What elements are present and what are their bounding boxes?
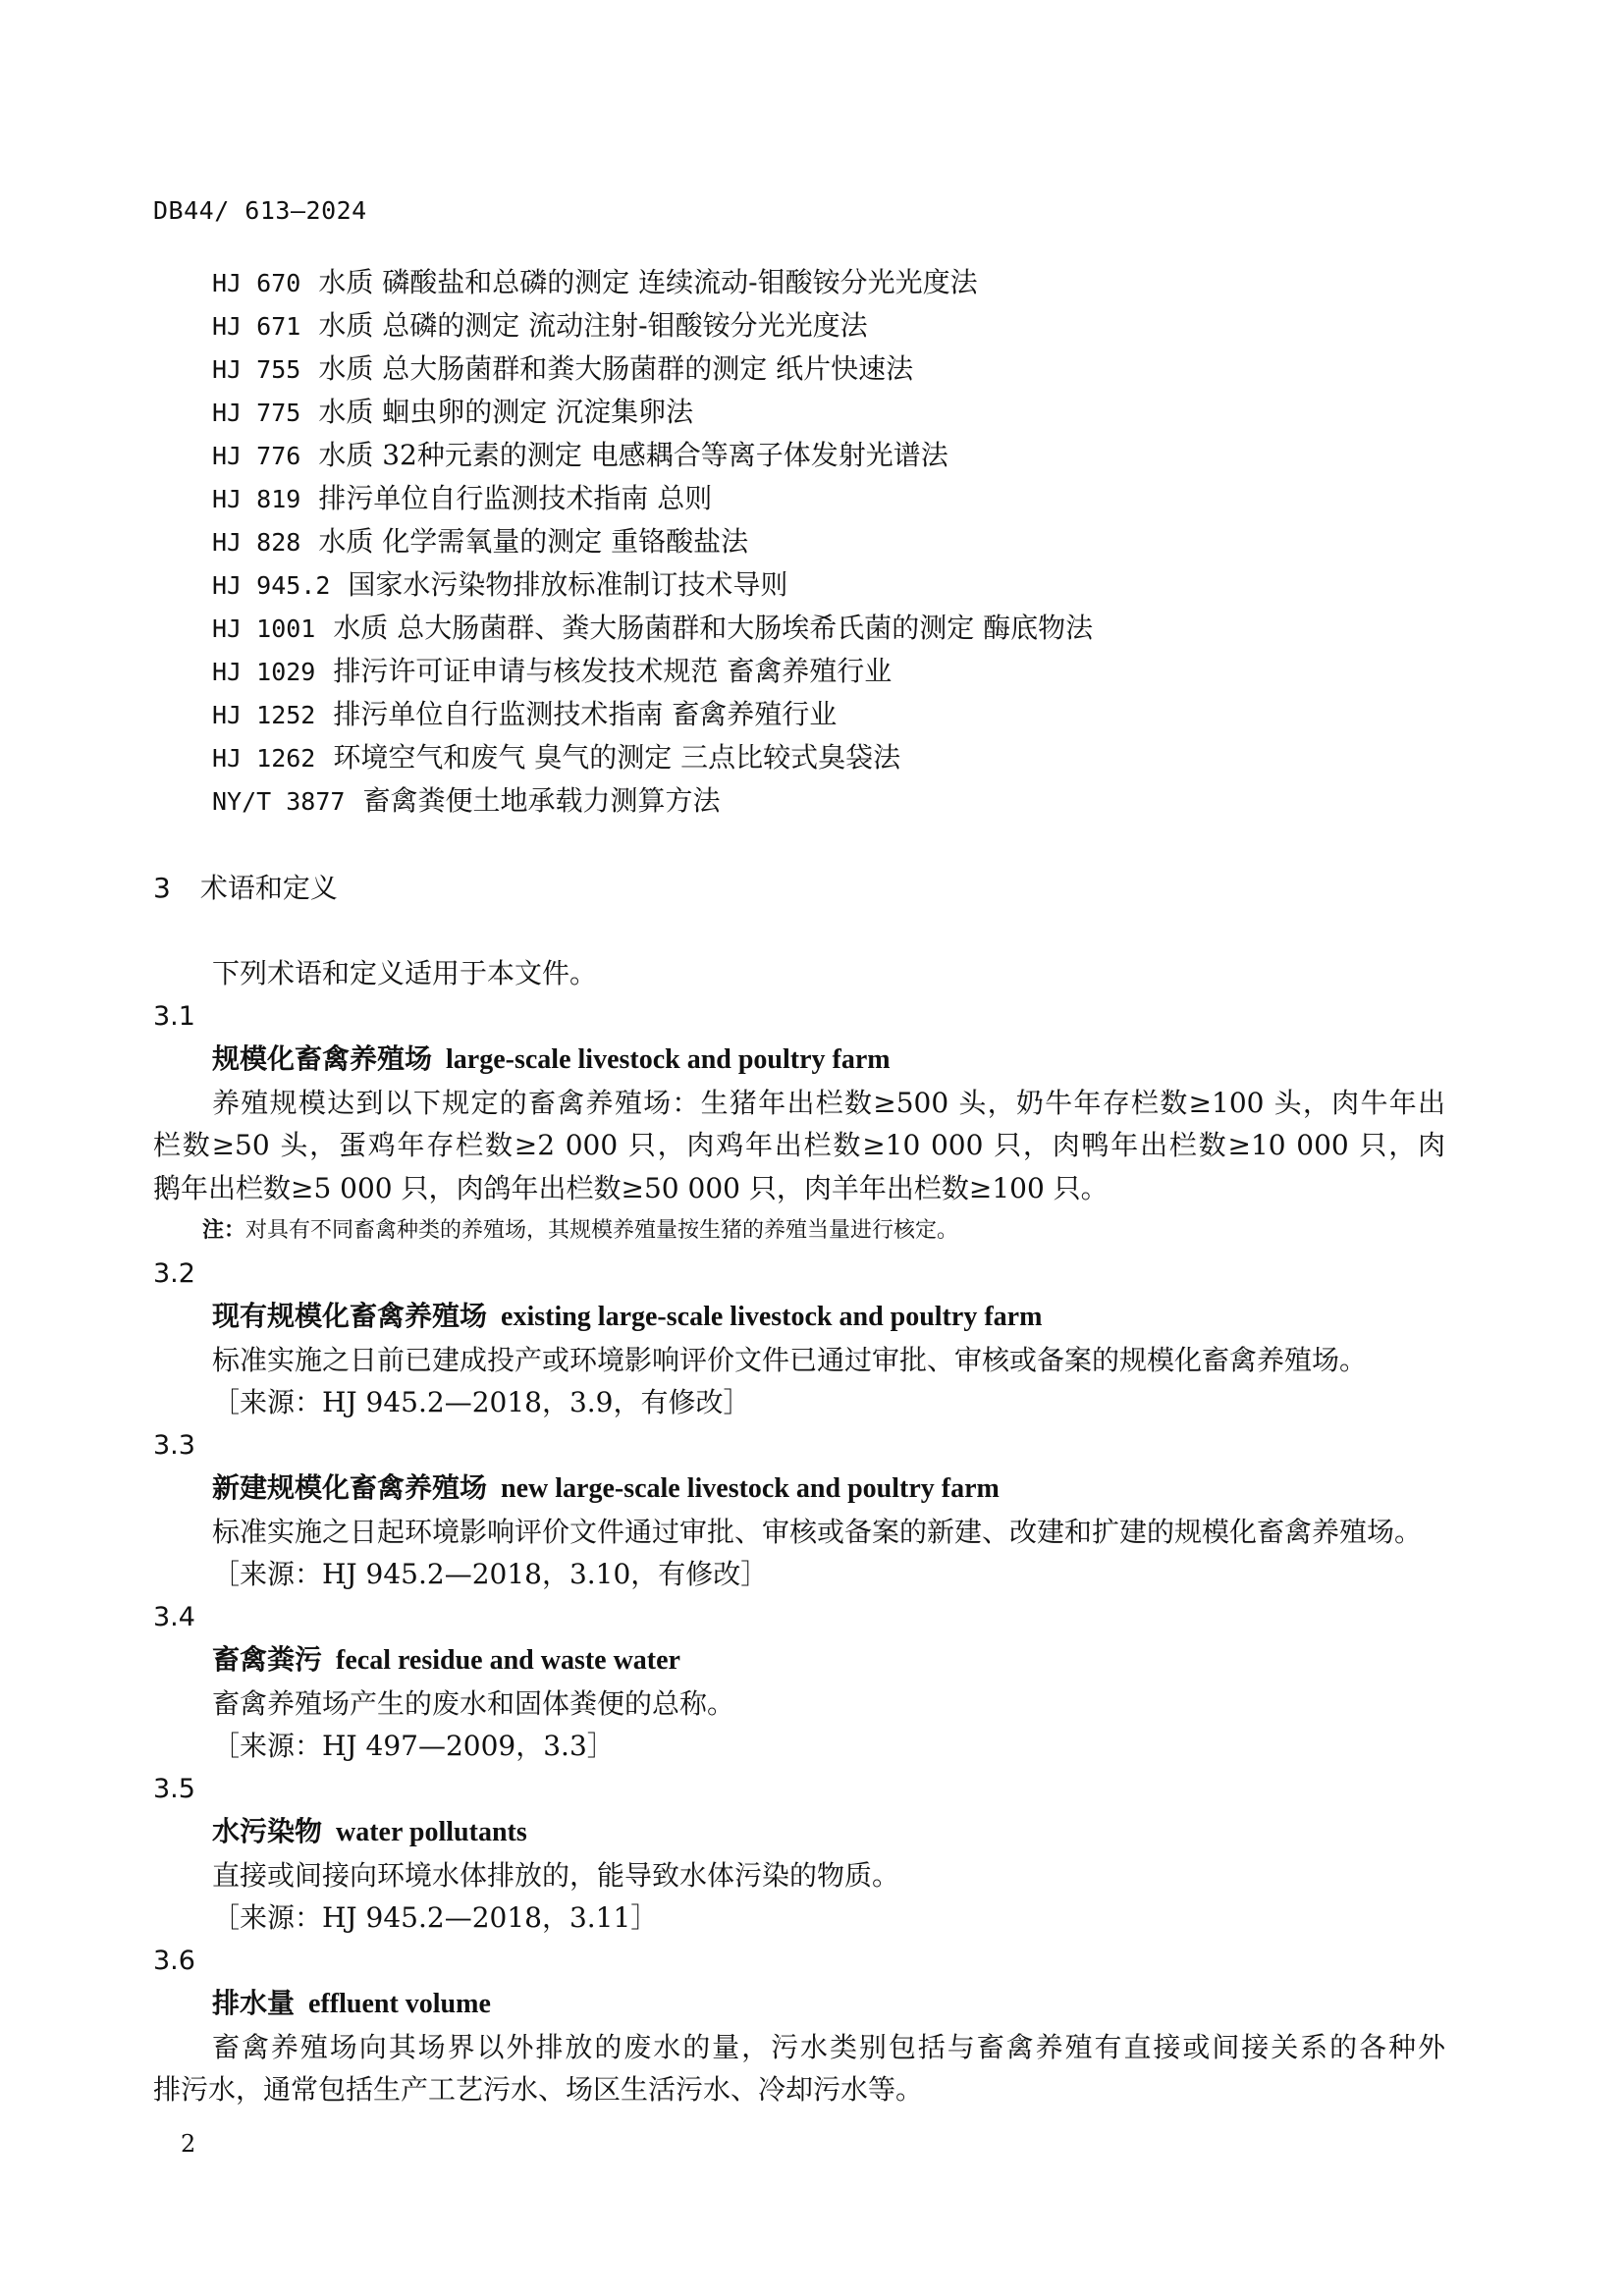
normative-references-list	[212, 261, 1093, 823]
term-heading	[153, 1810, 1449, 1854]
term-definition: 标准实施之日前已建成投产或环境影响评价文件已通过审批、审核或备案的规模化畜禽养殖场。	[212, 1343, 1368, 1376]
term-number: 3.5	[153, 1773, 195, 1804]
term-en: existing large-scale livestock and poultry farm	[501, 1302, 1043, 1332]
term-heading	[153, 1295, 1449, 1339]
reference-title: 环境空气和废气 臭气的测定 三点比较式臭袋法	[333, 741, 901, 774]
term-heading	[153, 1982, 1449, 2026]
term-definition: 标准实施之日起环境影响评价文件通过审批、审核或备案的新建、改建和扩建的规模化畜禽养殖场。	[212, 1515, 1423, 1548]
term-en: water pollutants	[336, 1817, 527, 1847]
term-zh: 规模化畜禽养殖场	[212, 1042, 433, 1075]
reference-code: HJ 819	[212, 485, 301, 513]
term-en: effluent volume	[308, 1989, 491, 2019]
reference-code: NY/T 3877	[212, 787, 346, 816]
reference-code: HJ 1001	[212, 614, 316, 643]
reference-title: 畜禽粪便土地承载力测算方法	[362, 784, 721, 817]
term-heading	[153, 1638, 1449, 1682]
reference-item	[212, 391, 1093, 434]
page-number: 2	[181, 2130, 196, 2158]
reference-title: 排污单位自行监测技术指南 畜禽养殖行业	[333, 698, 838, 730]
reference-title: 水质 总大肠菌群和粪大肠菌群的测定 纸片快速法	[318, 352, 914, 385]
term-en: new large-scale livestock and poultry farm	[501, 1473, 1000, 1504]
term-number: 3.3	[153, 1429, 195, 1461]
reference-title: 排污许可证申请与核发技术规范 畜禽养殖行业	[333, 655, 893, 687]
document-id-header: DB44/ 613—2024	[153, 196, 367, 225]
reference-item	[212, 607, 1093, 650]
reference-title: 水质 化学需氧量的测定 重铬酸盐法	[318, 525, 749, 558]
reference-item	[212, 520, 1093, 563]
reference-code: HJ 776	[212, 442, 301, 470]
note-text: 对具有不同畜禽种类的养殖场，其规模养殖量按生猪的养殖当量进行核定。	[245, 1218, 959, 1243]
term-definition: 直接或间接向环境水体排放的，能导致水体污染的物质。	[212, 1858, 900, 1892]
term-definition: 栏数≥50 头，蛋鸡年存栏数≥2 000 只，肉鸡年出栏数≥10 000 只，肉鸭年出栏数≥10 000 只，肉	[153, 1129, 1445, 1161]
term-heading	[153, 1038, 1449, 1082]
reference-item	[212, 477, 1093, 520]
term-definition: 畜禽养殖场产生的废水和固体粪便的总称。	[212, 1686, 735, 1720]
reference-item	[212, 650, 1093, 693]
reference-item	[212, 304, 1093, 347]
reference-code: HJ 1029	[212, 658, 316, 686]
term-zh: 畜禽粪污	[212, 1643, 323, 1676]
term-number: 3.1	[153, 1000, 195, 1032]
reference-title: 水质 磷酸盐和总磷的测定 连续流动-钼酸铵分光光度法	[318, 266, 978, 298]
reference-title: 水质 总磷的测定 流动注射-钼酸铵分光光度法	[318, 309, 868, 342]
reference-title: 国家水污染物排放标准制订技术导则	[348, 568, 788, 601]
reference-item	[212, 693, 1093, 736]
reference-code: HJ 671	[212, 312, 301, 341]
term-source: ［来源：HJ 945.2—2018，3.9，有修改］	[212, 1386, 751, 1418]
term-zh: 排水量	[212, 1987, 296, 2019]
reference-title: 水质 总大肠菌群、粪大肠菌群和大肠埃希氏菌的测定 酶底物法	[333, 612, 1094, 644]
term-definition: 养殖规模达到以下规定的畜禽养殖场：生猪年出栏数≥500 头，奶牛年存栏数≥100 头，肉牛年出	[212, 1086, 1445, 1119]
term-heading	[153, 1467, 1449, 1511]
term-source: ［来源：HJ 945.2—2018，3.10，有修改］	[212, 1558, 769, 1590]
term-source: ［来源：HJ 945.2—2018，3.11］	[212, 1901, 659, 1934]
reference-item	[212, 736, 1093, 779]
reference-code: HJ 775	[212, 399, 301, 427]
reference-code: HJ 945.2	[212, 571, 331, 600]
term-note	[153, 1209, 1449, 1253]
reference-title: 排污单位自行监测技术指南 总则	[318, 482, 713, 514]
term-definition: 排污水，通常包括生产工艺污水、场区生活污水、冷却污水等。	[153, 2073, 924, 2106]
term-zh: 现有规模化畜禽养殖场	[212, 1300, 488, 1332]
term-number: 3.2	[153, 1257, 195, 1289]
reference-title: 水质 蛔虫卵的测定 沉淀集卵法	[318, 396, 694, 428]
reference-code: HJ 1252	[212, 701, 316, 729]
reference-code: HJ 1262	[212, 744, 316, 773]
reference-item	[212, 563, 1093, 607]
reference-item	[212, 779, 1093, 823]
term-definition: 鹅年出栏数≥5 000 只，肉鸽年出栏数≥50 000 只，肉羊年出栏数≥100 只。	[153, 1171, 1109, 1204]
reference-code: HJ 670	[212, 269, 301, 297]
term-number: 3.6	[153, 1945, 195, 1976]
reference-item	[212, 434, 1093, 477]
note-label: 注：	[202, 1218, 246, 1243]
section-number: 3	[153, 872, 171, 904]
term-zh: 新建规模化畜禽养殖场	[212, 1471, 488, 1504]
reference-item	[212, 261, 1093, 304]
term-zh: 水污染物	[212, 1815, 323, 1847]
term-source: ［来源：HJ 497—2009，3.3］	[212, 1730, 615, 1762]
section-title: 术语和定义	[199, 872, 338, 904]
reference-code: HJ 828	[212, 528, 301, 557]
term-en: large-scale livestock and poultry farm	[446, 1044, 891, 1075]
term-en: fecal residue and waste water	[336, 1645, 680, 1676]
terms-and-definitions	[153, 952, 1449, 2111]
reference-code: HJ 755	[212, 355, 301, 384]
reference-item	[212, 347, 1093, 391]
term-number: 3.4	[153, 1601, 195, 1632]
intro-paragraph: 下列术语和定义适用于本文件。	[212, 957, 598, 989]
term-definition: 畜禽养殖场向其场界以外排放的废水的量，污水类别包括与畜禽养殖有直接或间接关系的各种外	[212, 2030, 1445, 2063]
section-heading	[153, 867, 338, 906]
reference-title: 水质 32种元素的测定 电感耦合等离子体发射光谱法	[318, 439, 948, 471]
